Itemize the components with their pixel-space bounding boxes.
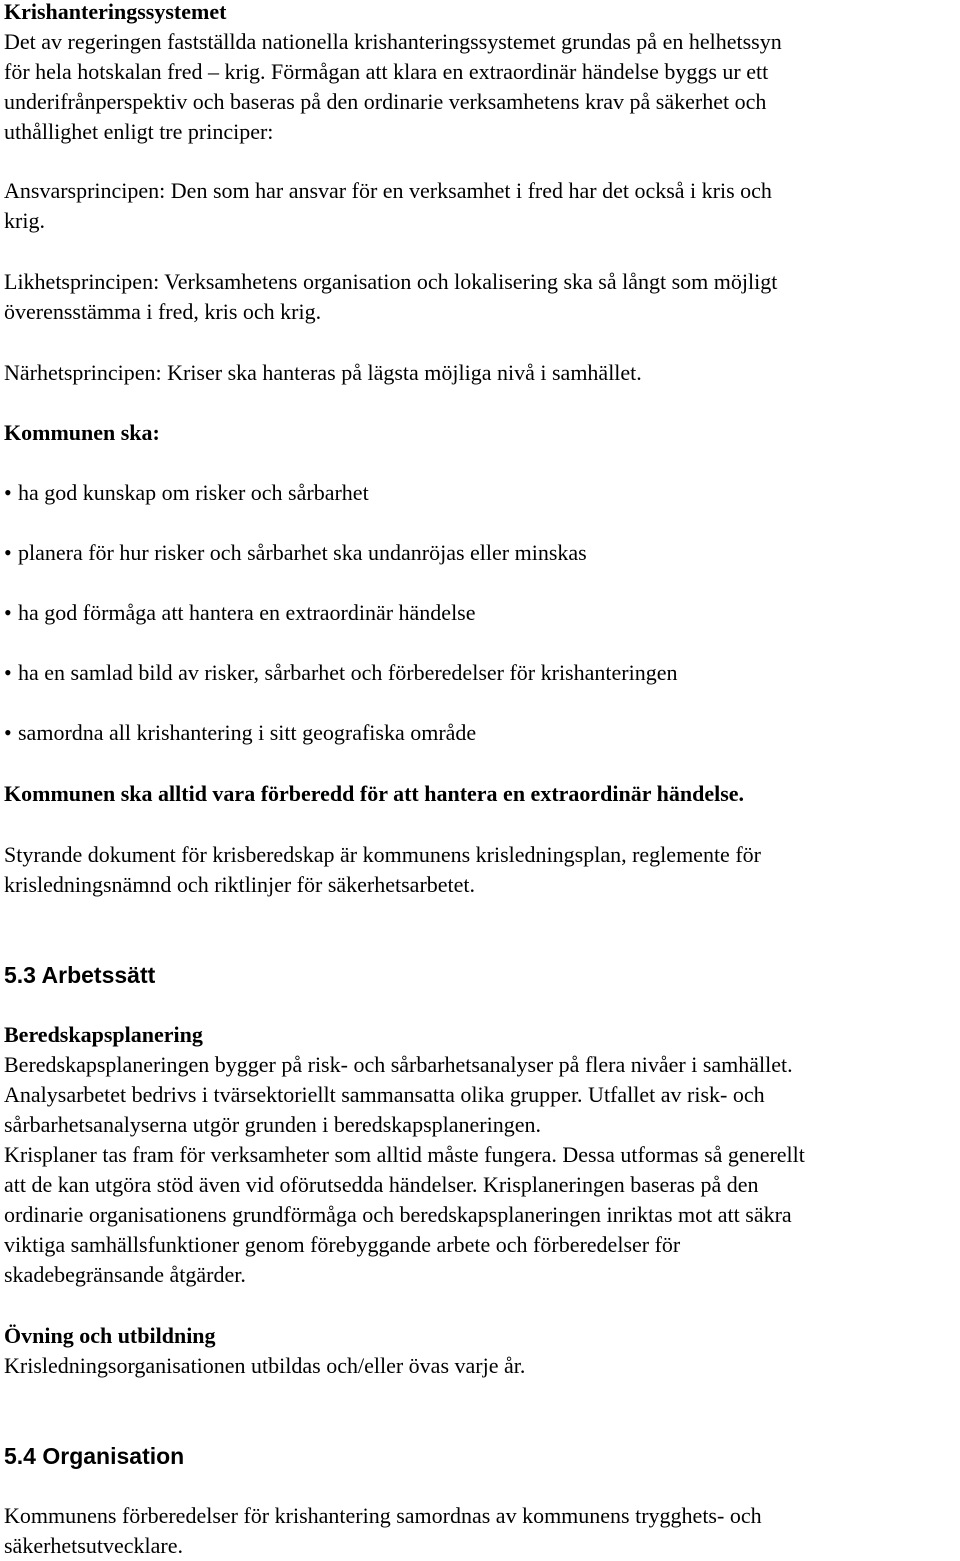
text-line: att de kan utgöra stöd även vid oförutsedda händelser. Krisplaneringen baseras på den bbox=[4, 1172, 759, 1197]
training-heading: Övning och utbildning bbox=[4, 1323, 216, 1348]
principle-responsibility bbox=[4, 176, 954, 236]
training-text: Krisledningsorganisationen utbildas och/eller övas varje år. bbox=[4, 1353, 526, 1378]
list-item-text: planera för hur risker och sårbarhet ska undanröjas eller minskas bbox=[18, 540, 587, 565]
text-line: skadebegränsande åtgärder. bbox=[4, 1262, 246, 1287]
text-line: Krisplaner tas fram för verksamheter som alltid måste fungera. Dessa utformas så generellt bbox=[4, 1142, 805, 1167]
list-item bbox=[4, 598, 954, 628]
text-line: sårbarhetsanalyserna utgör grunden i beredskapsplaneringen. bbox=[4, 1112, 541, 1137]
bullet-icon: • bbox=[4, 480, 12, 505]
text-line: krig. bbox=[4, 208, 45, 233]
municipality-statement: Kommunen ska alltid vara förberedd för att hantera en extraordinär händelse. bbox=[4, 781, 745, 806]
text-line: Likhetsprincipen: Verksamhetens organisation och lokalisering ska så långt som möjligt bbox=[4, 269, 778, 294]
bullet-icon: • bbox=[4, 600, 12, 625]
list-item bbox=[4, 658, 954, 688]
list-item-text: samordna all krishantering i sitt geografiska område bbox=[18, 720, 477, 745]
text-line: Kommunens förberedelser för krishantering samordnas av kommunens trygghets- och bbox=[4, 1503, 762, 1528]
section-heading-5-4: 5.4 Organisation bbox=[4, 1443, 185, 1469]
governing-documents-paragraph bbox=[4, 840, 954, 900]
text-line: säkerhetsutvecklare. bbox=[4, 1533, 183, 1558]
list-item bbox=[4, 538, 954, 568]
text-line: Ansvarsprincipen: Den som har ansvar för en verksamhet i fred har det också i kris och bbox=[4, 178, 772, 203]
principle-proximity: Närhetsprincipen: Kriser ska hanteras på lägsta möjliga nivå i samhället. bbox=[4, 360, 642, 385]
text-line: Beredskapsplaneringen bygger på risk- och sårbarhetsanalyser på flera nivåer i samhället. bbox=[4, 1052, 793, 1077]
planning-heading: Beredskapsplanering bbox=[4, 1022, 203, 1047]
text-line: för hela hotskalan fred – krig. Förmågan att klara en extraordinär händelse byggs ur ett bbox=[4, 59, 769, 84]
text-line: viktiga samhällsfunktioner genom förebyggande arbete och förberedelser för bbox=[4, 1232, 681, 1257]
list-item bbox=[4, 718, 954, 748]
text-line: krisledningsnämnd och riktlinjer för säkerhetsarbetet. bbox=[4, 872, 476, 897]
text-line: Styrande dokument för krisberedskap är kommunens krisledningsplan, reglemente för bbox=[4, 842, 761, 867]
list-item-text: ha en samlad bild av risker, sårbarhet och förberedelser för krishanteringen bbox=[18, 660, 678, 685]
section-heading-5-3: 5.3 Arbetssätt bbox=[4, 962, 156, 988]
bullet-icon: • bbox=[4, 540, 12, 565]
principle-similarity bbox=[4, 267, 954, 327]
section-title-crisis-system: Krishanteringssystemet bbox=[4, 0, 227, 24]
text-line: uthållighet enligt tre principer: bbox=[4, 119, 274, 144]
bullet-icon: • bbox=[4, 720, 12, 745]
text-line: Det av regeringen fastställda nationella krishanteringssystemet grundas på en helhetssyn bbox=[4, 29, 782, 54]
planning-paragraph bbox=[4, 1050, 954, 1290]
organisation-paragraph bbox=[4, 1501, 954, 1561]
list-item bbox=[4, 478, 954, 508]
municipality-heading: Kommunen ska: bbox=[4, 420, 160, 445]
list-item-text: ha god förmåga att hantera en extraordinär händelse bbox=[18, 600, 476, 625]
crisis-system-paragraph bbox=[4, 27, 954, 147]
text-line: överensstämma i fred, kris och krig. bbox=[4, 299, 322, 324]
text-line: underifrånperspektiv och baseras på den ordinarie verksamhetens krav på säkerhet och bbox=[4, 89, 767, 114]
list-item-text: ha god kunskap om risker och sårbarhet bbox=[18, 480, 369, 505]
text-line: ordinarie organisationens grundförmåga och beredskapsplaneringen inriktas mot att säkra bbox=[4, 1202, 792, 1227]
text-line: Analysarbetet bedrivs i tvärsektoriellt sammansatta olika grupper. Utfallet av risk- och bbox=[4, 1082, 765, 1107]
bullet-icon: • bbox=[4, 660, 12, 685]
